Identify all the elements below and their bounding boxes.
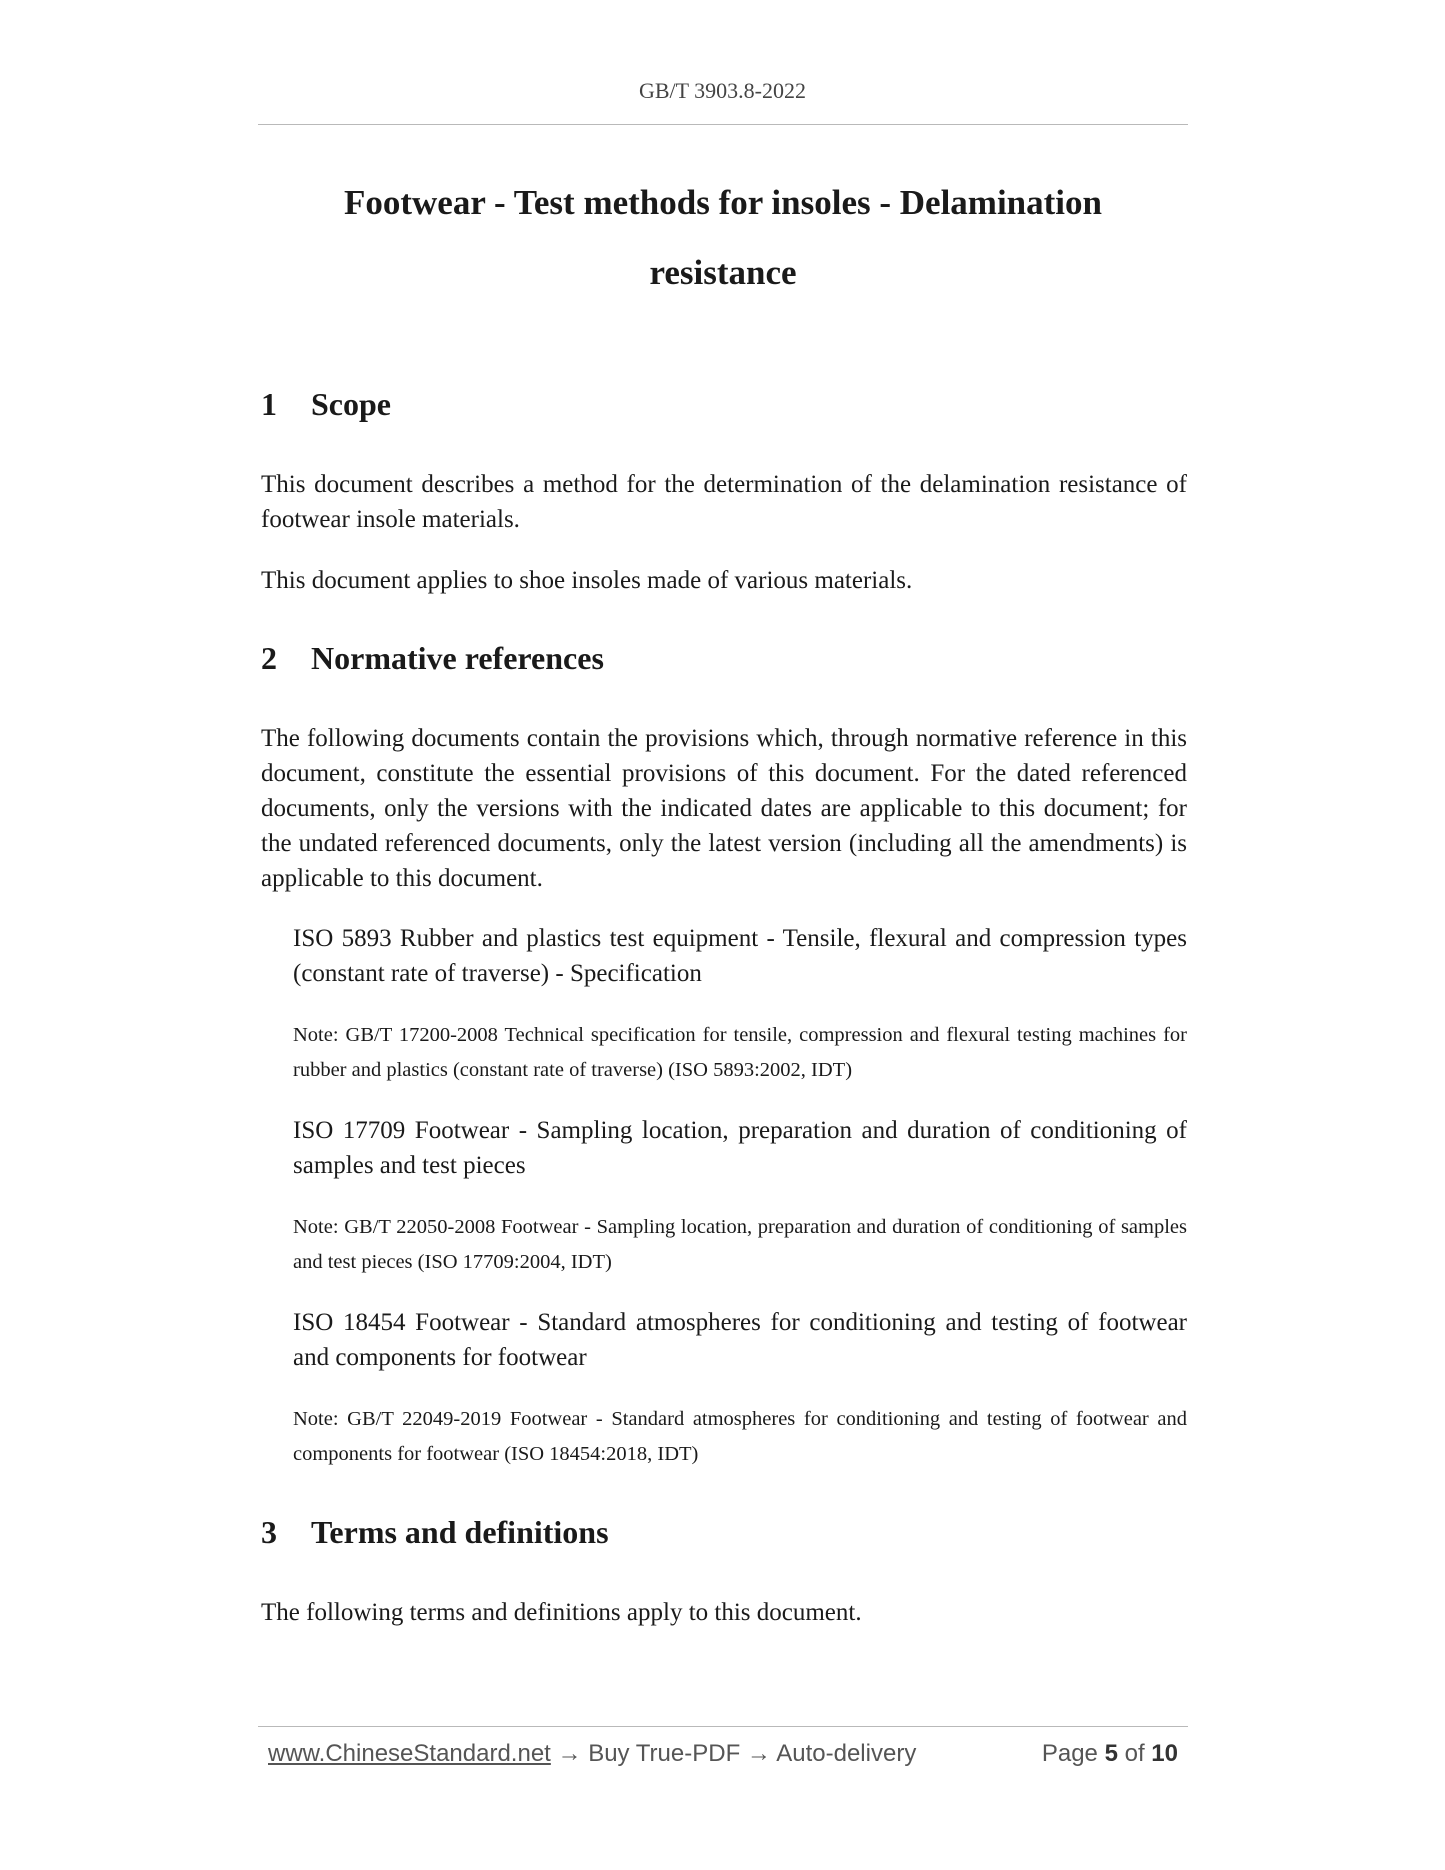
- scope-paragraph-2: This document applies to shoe insoles made of various materials.: [261, 567, 913, 594]
- normative-references-paragraph: The following documents contain the provisions which, through normative reference in this document, constitute the essential provisions of this document. For the dated referenced documents, only the versions with the indicated dates are applicable to this document; for the undated referenced documents, only the latest version (including all the amendments) is applicable to this document.: [261, 725, 1187, 892]
- reference-note-iso-18454: Note: GB/T 22049-2019 Footwear - Standard atmospheres for conditioning and testing of footwear and components for footwear (ISO 18454:2018, IDT): [293, 1408, 1187, 1465]
- page-label: Page: [1041, 1740, 1098, 1767]
- page-indicator: [1042, 1740, 1178, 1768]
- section-heading-terms-and-definitions: [261, 1514, 609, 1551]
- header-divider: [258, 124, 1188, 125]
- arrow-right-icon: →: [746, 1740, 771, 1767]
- reference-iso-5893: ISO 5893 Rubber and plastics test equipment - Tensile, flexural and compression types (constant rate of traverse) - Specification: [293, 925, 1187, 987]
- section-heading-scope: [261, 386, 391, 423]
- section-heading-normative-references: [261, 640, 604, 677]
- reference-iso-17709: ISO 17709 Footwear - Sampling location, preparation and duration of conditioning of samples and test pieces: [293, 1117, 1187, 1179]
- auto-delivery-text: Auto-delivery: [776, 1740, 917, 1767]
- terms-paragraph: The following terms and definitions apply to this document.: [261, 1599, 862, 1626]
- buy-true-pdf-text: Buy True-PDF: [588, 1740, 741, 1767]
- reference-note-iso-17709: Note: GB/T 22050-2008 Footwear - Sampling location, preparation and duration of conditioning of samples and test pieces (ISO 17709:2004, IDT): [293, 1216, 1187, 1273]
- current-page-number: 5: [1104, 1740, 1118, 1767]
- section-number: 1: [261, 386, 277, 422]
- total-pages-number: 10: [1151, 1740, 1178, 1767]
- section-title: Scope: [311, 386, 391, 422]
- arrow-right-icon: →: [557, 1740, 582, 1767]
- reference-iso-18454: ISO 18454 Footwear - Standard atmospheres for conditioning and testing of footwear and components for footwear: [293, 1309, 1187, 1371]
- section-number: 2: [261, 640, 277, 676]
- document-title: [258, 168, 1188, 308]
- page-of-label: of: [1124, 1740, 1145, 1767]
- section-title: Terms and definitions: [311, 1514, 609, 1550]
- chinesestandard-link[interactable]: www.ChineseStandard.net: [268, 1740, 551, 1767]
- footer-divider: [258, 1726, 1188, 1727]
- reference-note-iso-5893: Note: GB/T 17200-2008 Technical specification for tensile, compression and flexural testing machines for rubber and plastics (constant rate of traverse) (ISO 5893:2002, IDT): [293, 1024, 1187, 1081]
- page-footer: [268, 1740, 1178, 1780]
- scope-paragraph-1: This document describes a method for the determination of the delamination resistance of footwear insole materials.: [261, 471, 1187, 533]
- section-number: 3: [261, 1514, 277, 1550]
- title-line-2: resistance: [649, 253, 797, 292]
- title-line-1: Footwear - Test methods for insoles - Delamination: [344, 183, 1102, 222]
- document-code-header: GB/T 3903.8-2022: [638, 78, 807, 103]
- footer-promo: [268, 1740, 916, 1768]
- section-title: Normative references: [311, 640, 604, 676]
